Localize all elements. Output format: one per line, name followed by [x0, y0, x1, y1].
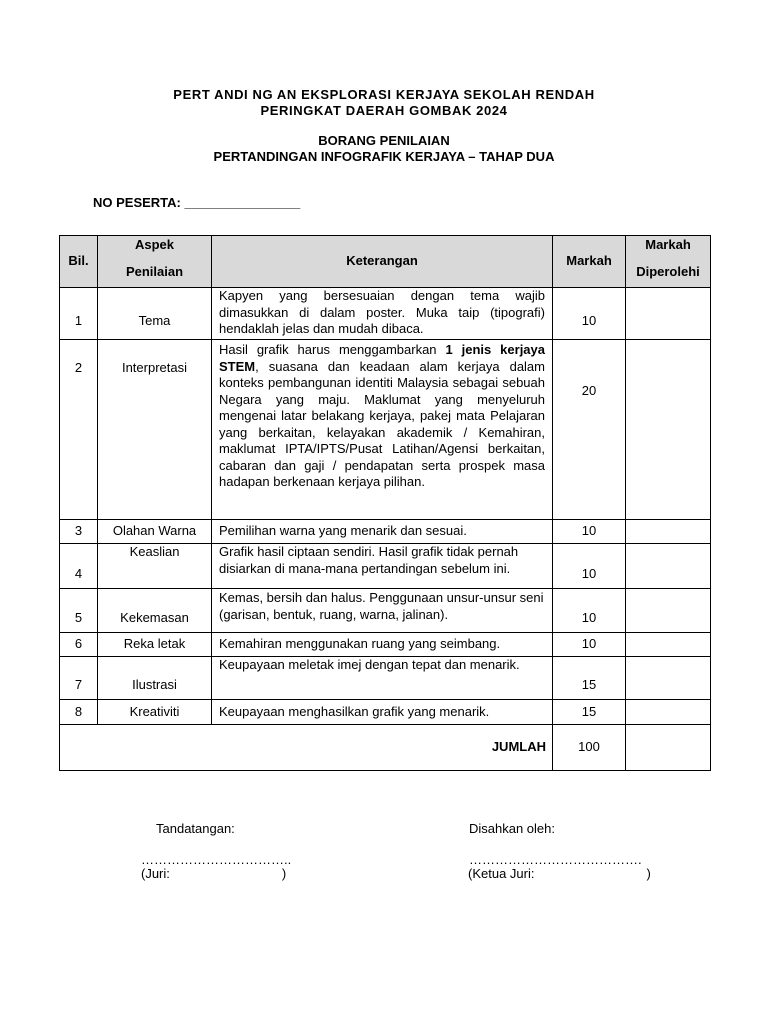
table-row: [60, 288, 711, 340]
header-aspek-line1: Aspek: [134, 237, 175, 252]
participant-number-field[interactable]: NO PESERTA: ________________: [93, 195, 301, 210]
row-bil: 1: [60, 288, 98, 340]
row-keterangan: Kapyen yang bersesuaian dengan tema wajib dimasukkan di dalam poster. Muka taip (tipografi) hendaklah jelas dan mudah dibaca.: [212, 288, 553, 340]
header-markah-diperolehi: [626, 236, 711, 288]
row-markah-diperolehi[interactable]: [626, 520, 711, 544]
header-aspek-penilaian: [98, 236, 212, 288]
row-keterangan: Pemilihan warna yang menarik dan sesuai.: [212, 520, 553, 544]
row-markah-diperolehi[interactable]: [626, 633, 711, 657]
row-aspek: Kreativiti: [98, 700, 212, 725]
row-aspek: Reka letak: [98, 633, 212, 657]
total-value: 100: [553, 725, 626, 771]
row-markah: 15: [553, 657, 626, 700]
keterangan-text: Hasil grafik harus menggambarkan: [219, 342, 446, 357]
table-row: [60, 340, 711, 520]
row-markah-diperolehi[interactable]: [626, 288, 711, 340]
competition-title: PERT ANDI NG AN EKSPLORASI KERJAYA SEKOLAH RENDAH: [173, 87, 595, 102]
row-markah: 10: [553, 589, 626, 633]
total-markah-diperolehi[interactable]: [626, 725, 711, 771]
row-markah: 15: [553, 700, 626, 725]
row-keterangan: Grafik hasil ciptaan sendiri. Hasil grafik tidak pernah disiarkan di mana-mana pertandingan sebelum ini.: [212, 544, 553, 589]
row-markah-diperolehi[interactable]: [626, 544, 711, 589]
keterangan-emphasis: 1 jenis kerjaya STEM: [219, 342, 545, 374]
row-aspek: Kekemasan: [98, 589, 212, 633]
row-keterangan: Keupayaan menghasilkan grafik yang menarik.: [212, 700, 553, 725]
approval-signature-line[interactable]: ………………………………….: [469, 852, 642, 867]
form-title: BORANG PENILAIAN: [318, 133, 450, 148]
row-keterangan: Kemahiran menggunakan ruang yang seimbang.: [212, 633, 553, 657]
row-markah: 20: [553, 340, 626, 520]
row-aspek: Tema: [98, 288, 212, 340]
table-header-row: [60, 236, 711, 288]
row-markah: 10: [553, 288, 626, 340]
signature-title: Tandatangan:: [156, 821, 235, 836]
row-bil: 7: [60, 657, 98, 700]
row-markah-diperolehi[interactable]: [626, 657, 711, 700]
row-markah-diperolehi[interactable]: [626, 589, 711, 633]
form-subtitle: PERTANDINGAN INFOGRAFIK KERJAYA – TAHAP DUA: [213, 149, 555, 164]
table-row: [60, 544, 711, 589]
header-diperolehi-line2: Diperolehi: [636, 264, 700, 279]
row-markah: 10: [553, 633, 626, 657]
row-keterangan: [212, 340, 553, 520]
assessment-table: [59, 235, 711, 771]
row-markah: 10: [553, 544, 626, 589]
table-row: [60, 657, 711, 700]
header-aspek-line2: Penilaian: [125, 264, 184, 279]
total-row: [60, 725, 711, 771]
row-bil: 4: [60, 544, 98, 589]
row-aspek: Keaslian: [98, 544, 212, 589]
header-bil: Bil.: [60, 236, 98, 288]
total-label: JUMLAH: [60, 725, 553, 771]
row-keterangan: Kemas, bersih dan halus. Penggunaan unsur-unsur seni (garisan, bentuk, ruang, warna, jalinan).: [212, 589, 553, 633]
row-markah-diperolehi[interactable]: [626, 700, 711, 725]
approval-title: Disahkan oleh:: [469, 821, 555, 836]
row-keterangan: Keupayaan meletak imej dengan tepat dan menarik.: [212, 657, 553, 700]
row-bil: 3: [60, 520, 98, 544]
signature-line[interactable]: ……………………………..: [141, 852, 292, 867]
row-aspek: Ilustrasi: [98, 657, 212, 700]
row-bil: 5: [60, 589, 98, 633]
row-bil: 8: [60, 700, 98, 725]
keterangan-text: , suasana dan keadaan alam kerjaya dalam konteks pembangunan identiti Malaysia sebagai sebuah Negara yang maju. Maklumat yang menyeluruh mengenai latar belakang kerjaya, pakej mata Pelajaran yang berkaitan, kelayakan akademik / Kemahiran, maklumat IPTA/IPTS/Pusat Latihan/Agensi berkaitan, cabaran dan gaji / pendapatan serta prospek masa hadapan berkenaan kerjaya pilihan.: [219, 358, 545, 489]
row-markah: 10: [553, 520, 626, 544]
row-bil: 2: [60, 340, 98, 520]
competition-subtitle: PERINGKAT DAERAH GOMBAK 2024: [260, 103, 508, 118]
table-row: [60, 633, 711, 657]
table-row: [60, 520, 711, 544]
table-row: [60, 700, 711, 725]
row-bil: 6: [60, 633, 98, 657]
row-aspek: Interpretasi: [98, 340, 212, 520]
header-markah: Markah: [553, 236, 626, 288]
row-markah-diperolehi[interactable]: [626, 340, 711, 520]
header-keterangan: Keterangan: [212, 236, 553, 288]
judge-name: (Juri: ): [141, 866, 287, 881]
table-row: [60, 589, 711, 633]
row-aspek: Olahan Warna: [98, 520, 212, 544]
head-judge-name: (Ketua Juri: ): [468, 866, 651, 881]
header-diperolehi-line1: Markah: [645, 237, 691, 252]
